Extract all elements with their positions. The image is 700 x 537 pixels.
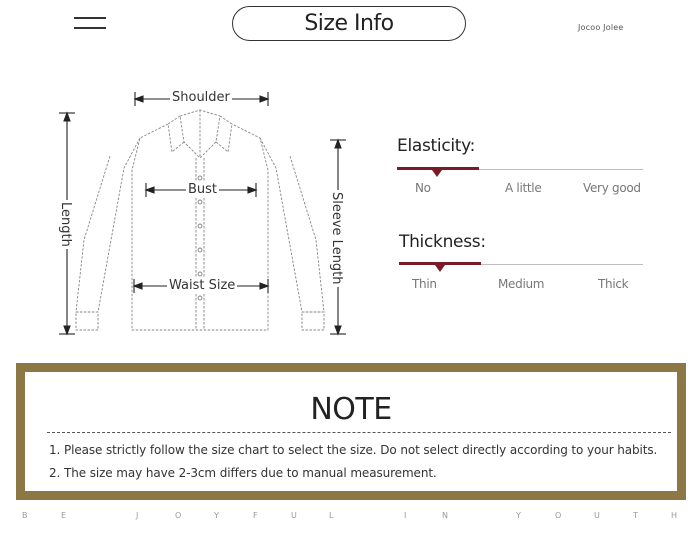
elasticity-option-very-good: Very good [583, 181, 641, 195]
note-line-1: 1. Please strictly follow the size chart to select the size. Do not select directly according to your habits. [49, 443, 658, 457]
thickness-option-thin: Thin [412, 277, 437, 291]
page-title-text: Size Info [304, 11, 394, 36]
tagline-char: F [253, 511, 258, 520]
shoulder-label: Shoulder [172, 90, 230, 105]
tagline-char: Y [214, 511, 219, 520]
note-title: NOTE [310, 392, 392, 427]
tagline-char: L [329, 511, 334, 520]
thickness-marker-icon [435, 265, 445, 272]
tagline-char: B [22, 511, 28, 520]
tagline-char: E [61, 511, 67, 520]
length-label: Length [58, 202, 73, 247]
elasticity-option-no: No [415, 181, 431, 195]
waist-size-label: Waist Size [169, 278, 236, 293]
shirt-illustration-icon [40, 80, 370, 350]
tagline-char: N [442, 511, 448, 520]
page-title [232, 6, 466, 41]
sleeve-length-label: Sleeve Length [329, 192, 344, 285]
tagline-char: T [633, 511, 638, 520]
thickness-option-medium: Medium [498, 277, 545, 291]
brand-name: Jocoo Jolee [578, 23, 624, 32]
elasticity-marker-icon [432, 170, 442, 177]
hamburger-menu-icon[interactable] [74, 17, 106, 29]
bust-label: Bust [188, 182, 218, 197]
tagline-char: H [671, 511, 678, 520]
note-box [16, 363, 686, 500]
note-divider [47, 432, 671, 433]
note-line-2: 2. The size may have 2-3cm differs due to manual measurement. [49, 466, 437, 480]
elasticity-title: Elasticity: [397, 136, 476, 156]
thickness-option-thick: Thick [598, 277, 629, 291]
tagline-char: I [404, 511, 407, 520]
elasticity-option-a-little: A little [505, 181, 542, 195]
tagline-char: U [594, 511, 600, 520]
tagline-char: Y [516, 511, 521, 520]
tagline-char: O [555, 511, 562, 520]
tagline-char: J [136, 511, 139, 520]
shirt-diagram [40, 80, 370, 350]
thickness-title: Thickness: [399, 232, 486, 252]
tagline-char: U [291, 511, 297, 520]
tagline-char: O [175, 511, 182, 520]
